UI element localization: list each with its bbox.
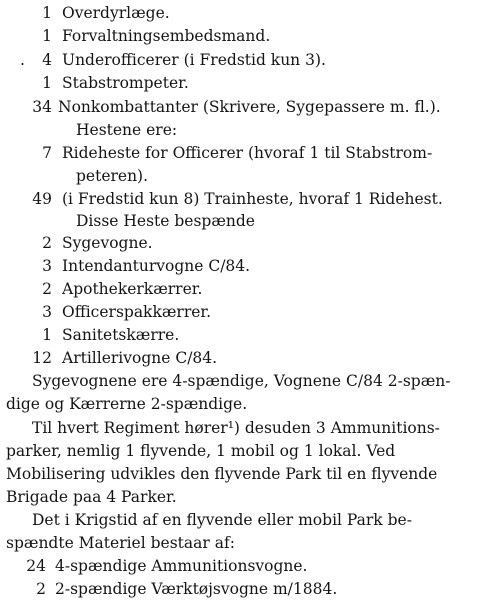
- document-page: 1 Overdyrlæge. 1 Forvaltningsembedsmand. . 4 Underofficerer (i Fredstid kun 3). 1 Stabstrompeter. 34 Nonkombattanter (Skrivere, Sygepassere m. fl.). Hestene ere: 7 Rideheste for Officerer (hvoraf 1 til Stabstrom- peteren). 49 (i Fredstid kun 8) Trainheste, hvoraf 1 Ridehest. Disse Heste bespænde 2 Sygevogne. 3 Intendanturvogne C/84. 2 Apothekerkærrer. 3 Officerspakkærrer. 1 Sanitetskærre. 12 Artillerivogne C/84. Sygevognene ere 4-spændige, Vognene C/84 2-spæn- dige og Kærrerne 2-spændige. Til hvert Regiment hører¹) desuden 3 Ammunitions- parker, nemlig 1 flyvende, 1 mobil og 1 lokal. Ved Mobilisering udvikles den flyvende Park til en flyvende Brigade paa 4 Parker. Det i Krigstid af en flyvende eller mobil Park be- spændte Materiel bestaar af: 24 4-spændige Ammunitionsvogne. 2 2-spændige Værktøjsvogne m/1884.: [6, 4, 451, 598]
